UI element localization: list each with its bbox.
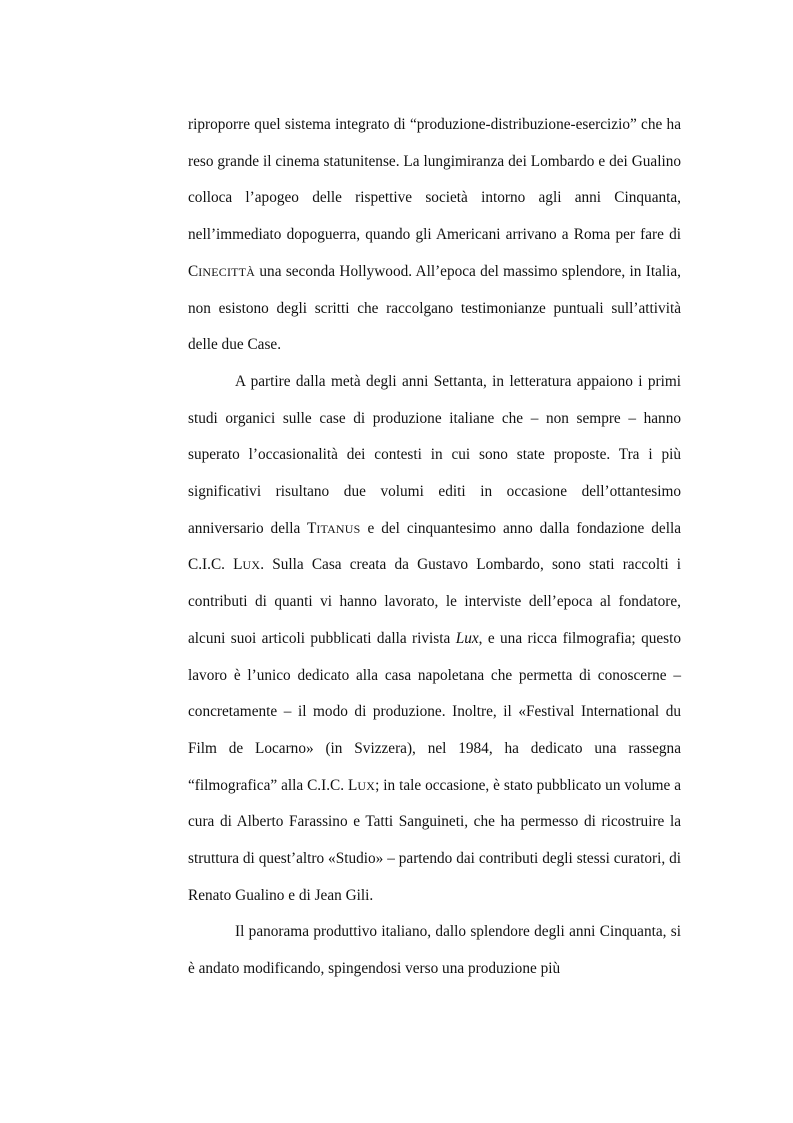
paragraph-3 [188, 914, 681, 987]
text-segment: Il panorama produttivo italiano, dallo splendore degli anni Cinquanta, si è andato modificando, spingendosi verso una produzione più [188, 923, 681, 978]
text-segment: A partire dalla metà degli anni Settanta, in letteratura appaiono i primi studi organici sulle case di produzione italiane che – non sempre – hanno superato l’occasionalità dei contesti in cui sono state proposte. Tra i più significativi risultano due volumi editi in occasione dell’ottantesimo anniversario della [188, 372, 681, 537]
text-segment: riproporre quel sistema integrato di “produzione-distribuzione-esercizio” che ha reso grande il cinema statunitense. La lungimiranza dei Lombardo e dei Gualino colloca l’apogeo delle rispettive società intorno agli anni Cinquanta, nell’immediato dopoguerra, quando gli Americani arrivano a Roma per fare di [188, 116, 681, 244]
text-segment: , e una ricca filmografia; questo lavoro è l’unico dedicato alla casa napoletana che permetta di conoscerne – concretamente – il modo di produzione. Inoltre, il «Festival International du Film de Locarno» (in Svizzera), nel 1984, ha dedicato una rassegna “filmografica” alla C.I.C. [188, 629, 682, 794]
text-segment: e del cinquantesimo anno dalla fondazione della C.I.C. [188, 519, 681, 574]
text-segment: ; in tale occasione, è stato pubblicato un volume a cura di Alberto Farassino e Tatti Sanguineti, che ha permesso di ricostruire la struttura di quest’altro «Studio» – partendo dai contributi degli stessi curatori, di Renato Gualino e di Jean Gili. [188, 776, 682, 904]
text-segment: C [188, 262, 199, 280]
text-segment: L [348, 776, 358, 794]
text-segment: Lux [455, 629, 479, 647]
text-segment: INECITTÀ [198, 264, 256, 279]
paragraph-1 [188, 107, 681, 364]
text-segment: UX [357, 778, 376, 793]
text-segment: T [306, 519, 317, 537]
text-segment: una seconda Hollywood. All’epoca del massimo splendore, in Italia, non esistono degli scritti che raccolgano testimonianze puntuali sull’attività delle due Case. [188, 262, 681, 354]
text-segment: UX [242, 558, 261, 573]
text-segment: . Sulla Casa creata da Gustavo Lombardo, sono stati raccolti i contributi di quanti vi hanno lavorato, le interviste dell’epoca al fondatore, alcuni suoi articoli pubblicati dalla rivista [188, 556, 682, 647]
document-page [188, 107, 681, 988]
text-segment: ITANUS [316, 521, 361, 536]
text-segment: L [233, 556, 243, 574]
paragraph-2 [188, 364, 681, 915]
